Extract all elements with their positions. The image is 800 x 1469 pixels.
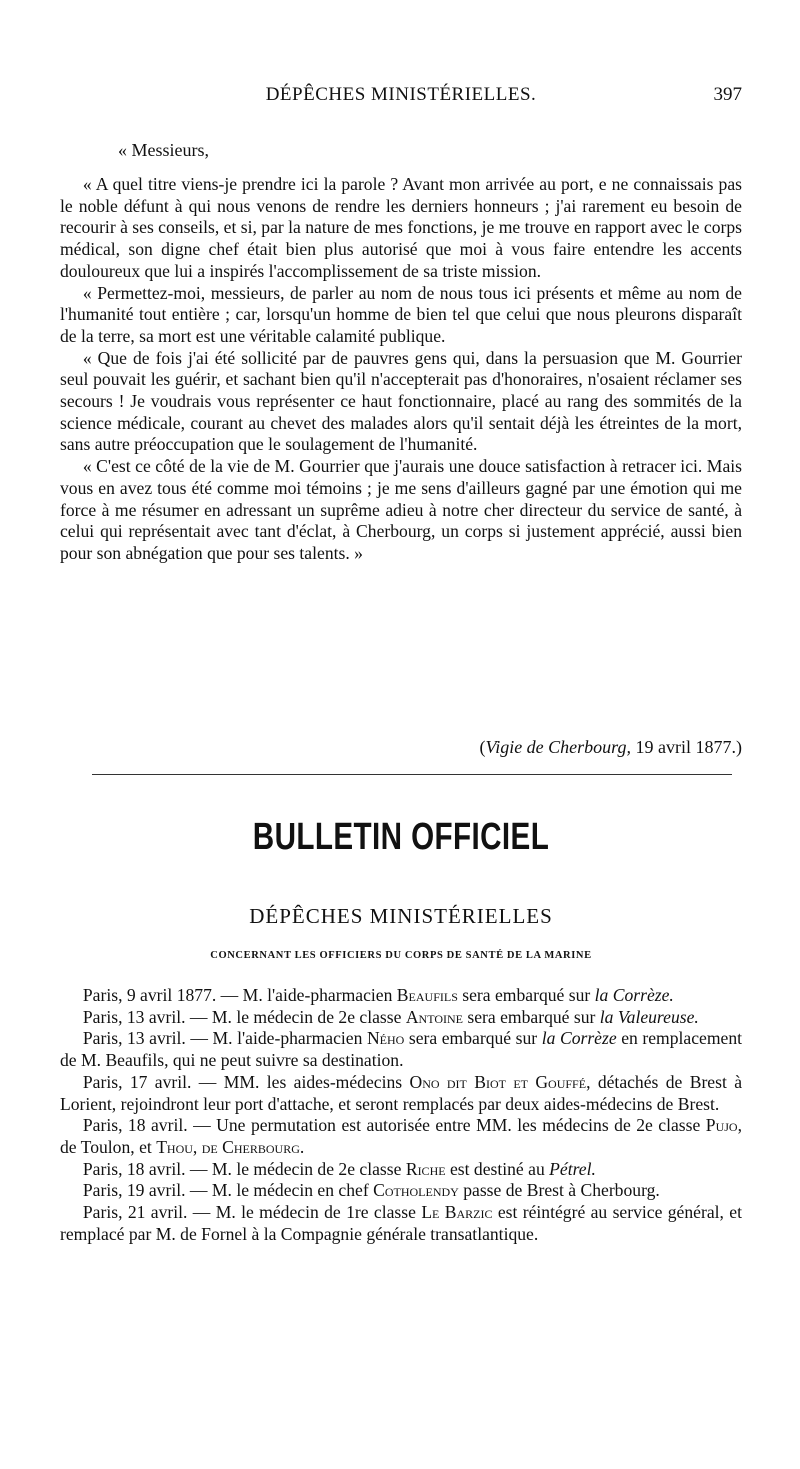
entry-ship: la Corrèze. [594,985,674,1005]
entry-text: , détachés de Brest à Lorient, rejoindront leur port d'attache, et seront remplacés par deux aides-médecins de Brest. [60,1071,743,1114]
bulletin-entry [60,1180,742,1202]
source-open: ( [479,737,486,757]
bulletin-entry [60,1115,742,1158]
speech-paragraph: « C'est ce côté de la vie de M. Gourrier que j'aurais une douce satisfaction à retracer ici. Mais vous en avez tous été comme moi témoins ; je me sens d'ailleurs gagné par une émotion qui me force à me résumer en adressant un suprême adieu à notre cher directeur du service de santé, à celui qui représentait avec tant d'éclat, à Cherbourg, un corps si justement apprécié, aussi bien pour son abnégation que pour ses talents. » [60,456,742,563]
entry-name: Antoine [405,1006,463,1027]
source-date: 19 avril 1877.) [631,737,742,757]
entry-name: Thou, de Cherbourg. [156,1136,305,1157]
section-subtitle: CONCERNANT LES OFFICIERS DU CORPS DE SANTÉ DE LA MARINE [210,950,592,961]
speech-paragraph: « A quel titre viens-je prendre ici la parole ? Avant mon arrivée au port, e ne connaissais pas le noble défunt à qui nous venons de rendre les derniers honneurs ; j'ai rarement eu besoin de recourir à ses conseils, et si, par la nature de mes fonctions, je me trouve en rapport avec le corps médical, son digne chef était bien plus autorisé que moi à vous faire entendre les accents douloureux que lui a inspirés l'accomplissement de sa triste mission. [60,174,742,281]
entry-name: Ono dit Biot et Gouffé [409,1071,587,1092]
entry-text: sera embarqué sur [404,1028,542,1049]
entry-text: est destiné au [445,1158,550,1179]
entry-ship: Pétrel. [549,1158,596,1179]
bulletin-entry [60,985,742,1007]
source-newspaper: Vigie de Cherbourg, [485,737,632,757]
entry-name: Riche [405,1158,446,1179]
entry-text: Paris, 19 avril. — M. le médecin en chef [82,1180,374,1201]
running-title: DÉPÊCHES MINISTÉRIELLES. [265,84,537,105]
entry-text: Paris, 21 avril. — M. le médecin de 1re classe [82,1202,422,1223]
entry-text: est réintégré au service général, et remplacé par M. de Fornel à la Compagnie générale transatlantique. [60,1202,742,1244]
entry-text: Paris, 13 avril. — M. l'aide-pharmacien [82,1028,367,1049]
bulletin-entry [60,1072,742,1115]
speech-body [60,174,742,565]
speech-paragraph: « Permettez-moi, messieurs, de parler au nom de nous tous ici présents et même au nom de l'humanité tout entière ; car, lorsqu'un homme de bien tel que celui que nous pleurons disparaît de la terre, sa mort est une véritable calamité publique. [60,282,742,346]
entry-name: Cotholendy [373,1180,459,1201]
entry-text: , de Toulon, et [60,1115,742,1157]
bulletin-entry [60,1007,742,1029]
speech-salutation: « Messieurs, [118,140,209,160]
entry-name: Pujo [705,1115,738,1136]
bulletin-entry [60,1159,742,1181]
bulletin-entry [60,1202,742,1245]
section-title: DÉPÊCHES MINISTÉRIELLES [249,904,553,928]
bulletin-title: BULLETIN OFFICIEL [252,816,550,858]
entry-text: sera embarqué sur [462,1006,600,1027]
page-number: 397 [713,84,742,105]
section-divider [92,774,732,775]
entry-text: Paris, 13 avril. — M. le médecin de 2e classe [82,1006,406,1027]
entry-name: Beaufils [396,985,458,1005]
entry-ship: la Corrèze [541,1028,617,1049]
running-head [60,84,742,112]
entry-name: Ného [366,1028,405,1049]
bulletin-entry [60,1028,742,1071]
entry-text: Paris, 18 avril. — M. le médecin de 2e classe [82,1158,406,1179]
entry-ship: la Valeureuse. [599,1006,699,1027]
entry-text: Paris, 9 avril 1877. — M. l'aide-pharmacien [82,985,397,1005]
entry-text: passe de Brest à Cherbourg. [458,1180,660,1201]
entry-text: Paris, 18 avril. — Une permutation est autorisée entre MM. les médecins de 2e classe [82,1115,706,1136]
entry-text: Paris, 17 avril. — MM. les aides-médecins [82,1071,410,1092]
entry-text: sera embarqué sur [457,985,595,1005]
entry-name: Le Barzic [421,1202,493,1223]
entry-text: en remplacement de M. Beaufils, qui ne peut suivre sa destination. [60,1028,743,1071]
bulletin-entries [60,985,742,1245]
source-citation [480,737,742,758]
speech-paragraph: « Que de fois j'ai été sollicité par de pauvres gens qui, dans la persuasion que M. Gourrier seul pouvait les guérir, et sachant bien qu'il n'accepterait pas d'honoraires, n'osaient réclamer ses secours ! Je voudrais vous représenter ce haut fonctionnaire, placé au rang des sommités de la science médicale, courant au chevet des malades alors qu'il sentait déjà les étreintes de la mort, sans autre préoccupation que le soulagement de l'humanité. [60,347,742,455]
